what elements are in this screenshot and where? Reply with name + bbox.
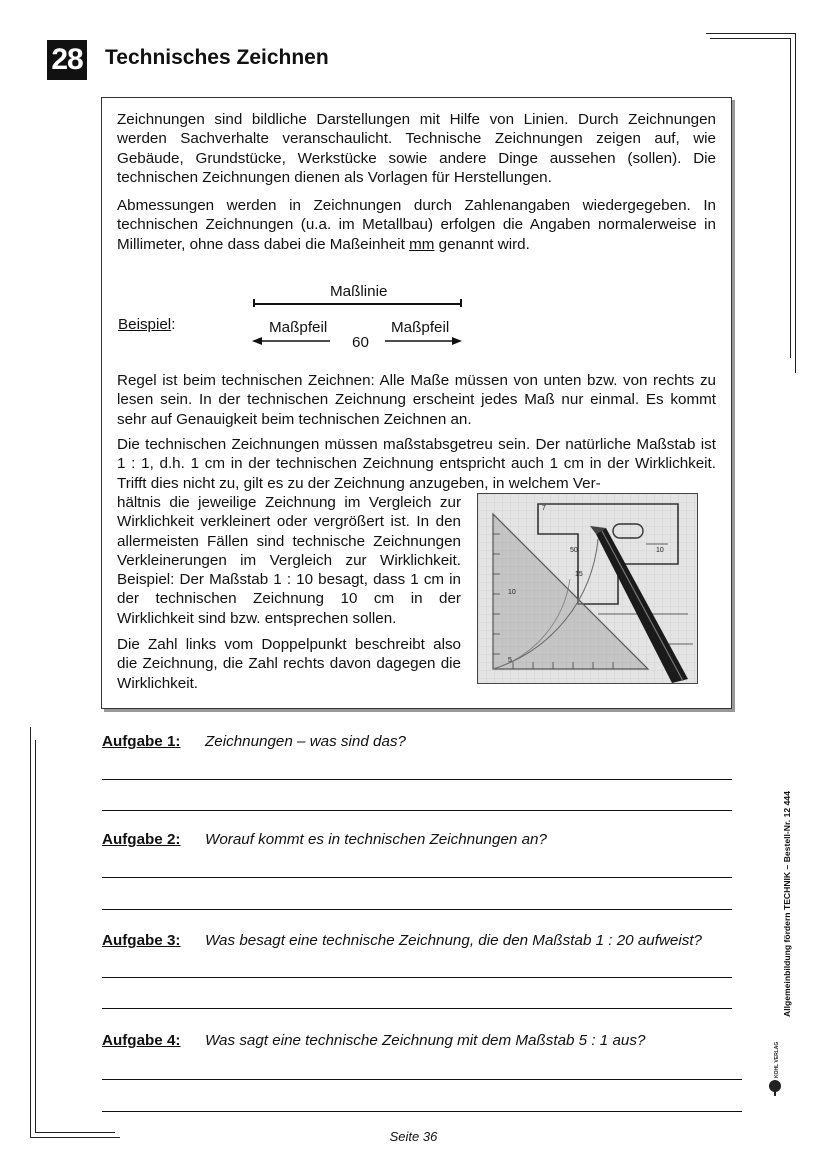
dimension-line-tick-right — [460, 299, 462, 307]
photo-mark-4: 15 — [575, 571, 583, 578]
info-paragraph-6: Die Zahl links vom Doppelpunkt beschreibt also die Zeichnung, die Zahl rechts davon dagegen die Wirklichkeit. — [117, 636, 461, 692]
task-2-answer-line-1[interactable] — [102, 877, 732, 878]
page-number-footer: Seite 36 — [389, 1129, 438, 1144]
info-paragraph-5: hältnis die jeweilige Zeichnung im Vergleich zur Wirklichkeit verkleinert oder vergrößert ist. In den allermeisten Fällen sind technische Zeichnungen Verkleinerungen im Vergleich zur Wirklichkeit. Beispiel: Der Maßstab 1 : 10 besagt, dass 1 cm in der technischen Zeichnung 10 cm in der Wirklichkeit sind bzw. entsprechen sollen. — [117, 494, 461, 627]
task-1-label-text: Aufgabe 1 — [102, 733, 176, 750]
task-1-colon: : — [175, 733, 181, 750]
task-2-colon: : — [175, 831, 181, 848]
task-4-question: Was sagt eine technische Zeichnung mit dem Maßstab 5 : 1 aus? — [205, 1032, 646, 1049]
technical-drawing-photo — [477, 493, 698, 684]
publisher-name: KOHL VERLAG — [774, 1041, 780, 1078]
info-paragraph-1: Zeichnungen sind bildliche Darstellungen mit Hilfe von Linien. Durch Zeichnungen werden Sachverhalte veranschaulicht. Technische Zeichnungen zeigen auf, wie Gebäude, Grundstücke, Werkstücke sowie andere Dinge aussehen (sollen). Die technischen Zeichnungen dienen als Vorlagen für Herstellungen. — [117, 111, 716, 186]
task-4-answer-line-1[interactable] — [102, 1079, 742, 1080]
task-3-colon: : — [175, 932, 181, 949]
task-4-answer-line-2[interactable] — [102, 1111, 742, 1112]
dimension-arrows — [250, 334, 465, 348]
task-3-label — [102, 932, 180, 949]
photo-mark-7: 10 — [508, 589, 516, 596]
task-2-question: Worauf kommt es in technischen Zeichnungen an? — [205, 831, 547, 848]
photo-mark-5: 10 — [668, 667, 676, 674]
photo-mark-6: 5 — [508, 657, 512, 664]
info-paragraph-3: Regel ist beim technischen Zeichnen: Alle Maße müssen von unten bzw. von rechts zu lesen sein. In der technischen Zeichnung erscheint jedes Maß nur einmal. Es kommt sehr auf Genauigkeit beim technischen Zeichnen an. — [117, 372, 716, 428]
frame-top-right-h1 — [706, 33, 796, 34]
task-4-colon: : — [175, 1032, 181, 1049]
dimension-line-tick-left — [253, 299, 255, 307]
task-2-label — [102, 831, 180, 848]
task-2-answer-line-2[interactable] — [102, 909, 732, 910]
example-label-colon: : — [171, 316, 176, 333]
info-paragraph-2-text-a: Abmessungen werden in Zeichnungen durch Zahlenangaben wiedergegeben. In technischen Zeichnungen (u.a. im Metallbau) erfolgen die Angaben normalerweise in Millimeter, ohne dass dabei die Maßeinheit — [117, 197, 716, 253]
photo-mark-2: 50 — [570, 547, 578, 554]
frame-top-right-h2 — [710, 38, 790, 39]
side-order-text: Allgemeinbildung fördern TECHNIK – Bestell-Nr. 12 444 — [782, 791, 792, 1017]
arrow-label-left: Maßpfeil — [269, 319, 328, 336]
info-paragraph-2-text-b: genannt wird. — [434, 235, 530, 253]
task-3-answer-line-2[interactable] — [102, 1008, 732, 1009]
info-paragraph-4: Die technischen Zeichnungen müssen maßstabsgetreu sein. Der natürliche Maßstab ist 1 : 1, d.h. 1 cm in der technischen Zeichnung entspricht auch 1 cm in der Wirklichkeit. Trifft dies nicht zu, gilt es zu der Zeichnung anzugeben, in welchem Ver- — [117, 436, 716, 492]
page-title: Technisches Zeichnen — [105, 46, 329, 69]
publisher-logo — [768, 1038, 782, 1096]
example-label-text: Beispiel — [118, 316, 172, 333]
task-1-label — [102, 733, 180, 750]
frame-left-v1 — [30, 727, 31, 1137]
frame-right-v1 — [795, 33, 796, 373]
technical-drawing-illustration — [478, 494, 697, 683]
task-1-answer-line-1[interactable] — [102, 779, 732, 780]
task-4-label-text: Aufgabe 4 — [102, 1032, 176, 1049]
task-1-answer-line-2[interactable] — [102, 810, 732, 811]
photo-mark-1: 10 — [656, 547, 664, 554]
frame-right-v2 — [790, 38, 791, 358]
frame-left-v2 — [35, 740, 36, 1132]
task-3-answer-line-1[interactable] — [102, 977, 732, 978]
unit-mm: mm — [409, 235, 435, 253]
photo-mark-3: 7 — [542, 505, 546, 512]
dimension-line — [253, 303, 462, 305]
example-label — [118, 316, 175, 333]
arrow-label-right: Maßpfeil — [391, 319, 450, 336]
task-1-question: Zeichnungen – was sind das? — [205, 733, 406, 750]
task-4-label — [102, 1032, 180, 1049]
arrow-right-icon — [385, 337, 462, 345]
chapter-number-badge: 28 — [47, 40, 87, 80]
dimension-line-label: Maßlinie — [330, 283, 388, 300]
task-3-question: Was besagt eine technische Zeichnung, die den Maßstab 1 : 20 aufweist? — [205, 932, 702, 949]
task-2-label-text: Aufgabe 2 — [102, 831, 176, 848]
info-paragraph-2 — [117, 196, 716, 254]
dimension-value: 60 — [352, 334, 369, 351]
task-3-label-text: Aufgabe 3 — [102, 932, 176, 949]
arrow-left-icon — [252, 337, 330, 345]
